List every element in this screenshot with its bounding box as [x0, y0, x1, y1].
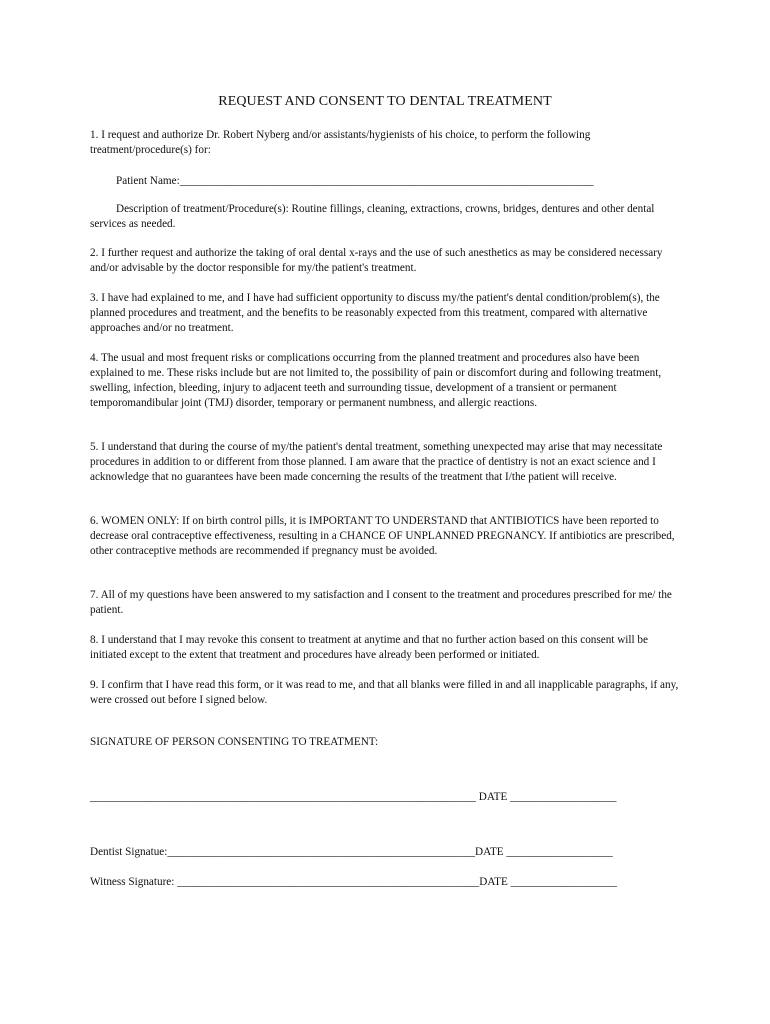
paragraph-5: 5. I understand that during the course of my/the patient's dental treatment, something unexpected may arise that may necessitate procedures in addition to or different from those planned. I am aware that the practice of dentistry is not an exact science and I acknowledge that no guarantees have been made concerning the results of the treatment that I/the patient will receive.	[90, 441, 663, 483]
paragraph-6-women-only: 6. WOMEN ONLY: If on birth control pills, it is IMPORTANT TO UNDERSTAND that ANTIBIOTICS have been reported to decrease oral contraceptive effectiveness, resulting in a CHANCE OF UNPLANNED PREGNANCY. If antibiotics are prescribed, other contraceptive methods are recommended if pregnancy must be avoided.	[90, 515, 675, 557]
dentist-signature-line[interactable]: Dentist Signatue:_______________________________________________________DATE ___________________	[90, 846, 613, 858]
paragraph-3: 3. I have had explained to me, and I have had sufficient opportunity to discuss my/the patient's dental condition/problem(s), the planned procedures and treatment, and the benefits to be reasonably expected from this treatment, compared with alternative approaches and/or no treatment.	[90, 292, 660, 334]
signature-heading: SIGNATURE OF PERSON CONSENTING TO TREATMENT:	[90, 736, 379, 748]
witness-signature-line[interactable]: Witness Signature: ______________________________________________________DATE ___________________	[90, 876, 617, 888]
form-title: REQUEST AND CONSENT TO DENTAL TREATMENT	[218, 94, 552, 109]
paragraph-2: 2. I further request and authorize the taking of oral dental x-rays and the use of such anesthetics as may be considered necessary and/or advisable by the doctor responsible for my/the patient's treatment.	[90, 247, 663, 274]
paragraph-7: 7. All of my questions have been answered to my satisfaction and I consent to the treatment and procedures prescribed for me/ the patient.	[90, 589, 672, 616]
paragraph-1: 1. I request and authorize Dr. Robert Nyberg and/or assistants/hygienists of his choice, to perform the following treatment/procedure(s) for:	[90, 129, 591, 156]
paragraph-9: 9. I confirm that I have read this form, or it was read to me, and that all blanks were filled in and all inapplicable paragraphs, if any, were crossed out before I signed below.	[90, 679, 679, 706]
treatment-description: Description of treatment/Procedure(s): Routine fillings, cleaning, extractions, crowns, bridges, dentures and other dental services as needed.	[90, 203, 655, 230]
paragraph-4: 4. The usual and most frequent risks or complications occurring from the planned treatment and procedures also have been explained to me. These risks include but are not limited to, the possibility of pain or discomfort during and following treatment, swelling, infection, bleeding, injury to adjacent teeth and surrounding tissue, development of a transient or permanent temporomandibular joint (TMJ) disorder, temporary or permanent numbness, and allergic reactions.	[90, 352, 662, 409]
patient-name-field[interactable]: Patient Name:__________________________________________________________________________	[116, 175, 594, 187]
consent-signature-line[interactable]: _____________________________________________________________________ DATE ___________________	[90, 791, 617, 803]
paragraph-8: 8. I understand that I may revoke this consent to treatment at anytime and that no further action based on this consent will be initiated except to the extent that treatment and procedures have already been performed or initiated.	[90, 634, 648, 661]
